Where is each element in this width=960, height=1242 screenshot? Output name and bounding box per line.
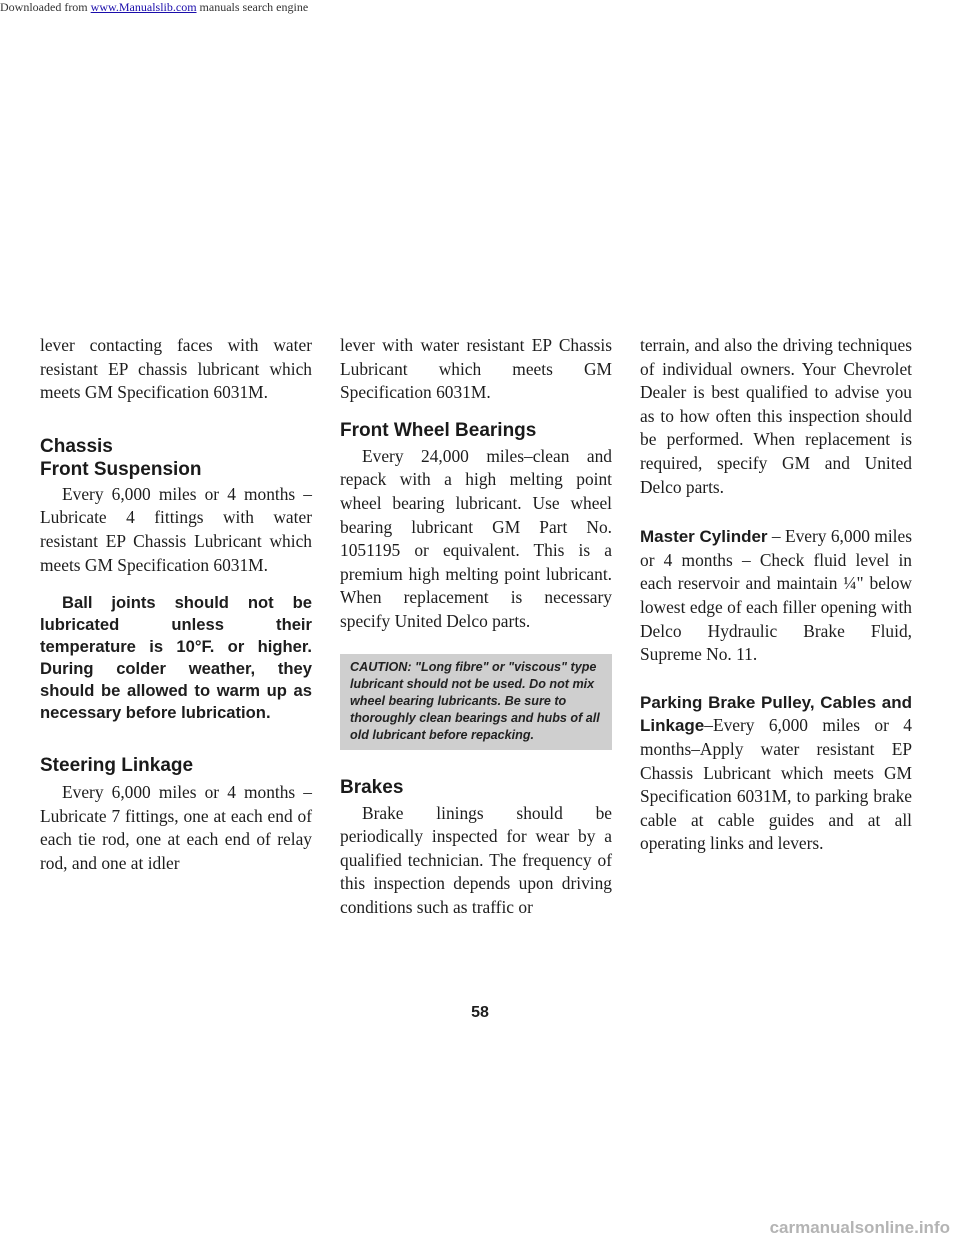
note-ball-joints: Ball joints should not be lubricated unless their temperature is 10°F. or higher. During colder weather, they should be allowed to warm up as necessary before lubrication. bbox=[40, 593, 312, 723]
heading-master-cylinder: Master Cylinder bbox=[640, 527, 768, 547]
heading-chassis-line2: Front Suspension bbox=[40, 458, 202, 480]
download-header bbox=[0, 0, 308, 15]
column-right bbox=[640, 334, 912, 856]
paragraph-chassis-front-suspension: Every 6,000 miles or 4 months –Lubricate 4 fittings with water resistant EP Chassis Lubricant which meets GM Specification 6031M. bbox=[40, 483, 312, 575]
paragraph-continued-middle: lever with water resistant EP Chassis Lubricant which meets GM Specification 6031M. bbox=[340, 335, 612, 403]
paragraph-master-cylinder bbox=[640, 525, 912, 667]
paragraph-front-wheel-bearings: Every 24,000 miles–clean and repack with a high melting point wheel bearing lubricant. Use wheel bearing lubricant GM Part No. 1051195 or equivalent. This is a premium high melting point lubricant. When replacement is necessary specify United Delco parts. bbox=[340, 445, 612, 631]
header-prefix: Downloaded from bbox=[0, 0, 88, 14]
text-parking-brake: –Every 6,000 miles or 4 months–Apply water resistant EP Chassis Lubricant which meets GM Specification 6031M, to parking brake cable at cable guides and at all operating links and levers. bbox=[640, 715, 912, 854]
paragraph-brakes: Brake linings should be periodically inspected for wear by a qualified technician. The frequency of this inspection depends upon driving conditions such as traffic or bbox=[340, 802, 612, 917]
page-number: 58 bbox=[471, 1004, 489, 1021]
paragraph-parking-brake bbox=[640, 691, 912, 856]
manualslib-link[interactable]: www.Manualslib.com bbox=[90, 0, 197, 14]
caution-box: CAUTION: "Long fibre" or "viscous" type lubricant should not be used. Do not mix wheel bearing lubricants. Be sure to thoroughly clean bearings and hubs of all old lubricant before repacking. bbox=[340, 654, 612, 750]
column-left bbox=[40, 334, 312, 876]
heading-brakes: Brakes bbox=[340, 776, 404, 798]
text-master-cylinder: – Every 6,000 miles or 4 months – Check fluid level in each reservoir and maintain ¼" below lowest edge of each filler opening with Delco Hydraulic Brake Fluid, Supreme No. 11. bbox=[640, 526, 913, 665]
column-middle bbox=[340, 334, 612, 920]
paragraph-continued-right: terrain, and also the driving techniques of individual owners. Your Chevrolet Dealer is best qualified to advise you as to how often this inspection should be performed. When replacement is required, specify GM and United Delco parts. bbox=[640, 335, 912, 497]
header-suffix: manuals search engine bbox=[199, 0, 309, 14]
heading-front-wheel-bearings: Front Wheel Bearings bbox=[340, 419, 537, 441]
watermark: carmanualsonline.info bbox=[769, 1218, 950, 1237]
heading-steering-linkage: Steering Linkage bbox=[40, 755, 194, 777]
heading-chassis bbox=[40, 435, 312, 481]
heading-parking-brake: Parking Brake Pulley, Cables and Linkage bbox=[640, 692, 912, 736]
heading-chassis-line1: Chassis bbox=[40, 435, 113, 457]
paragraph-steering-linkage: Every 6,000 miles or 4 months –Lubricate 7 fittings, one at each end of each tie rod, one at each end of relay rod, and one at idler bbox=[40, 782, 312, 873]
paragraph-continued-left: lever contacting faces with water resistant EP chassis lubricant which meets GM Specification 6031M. bbox=[40, 335, 312, 403]
